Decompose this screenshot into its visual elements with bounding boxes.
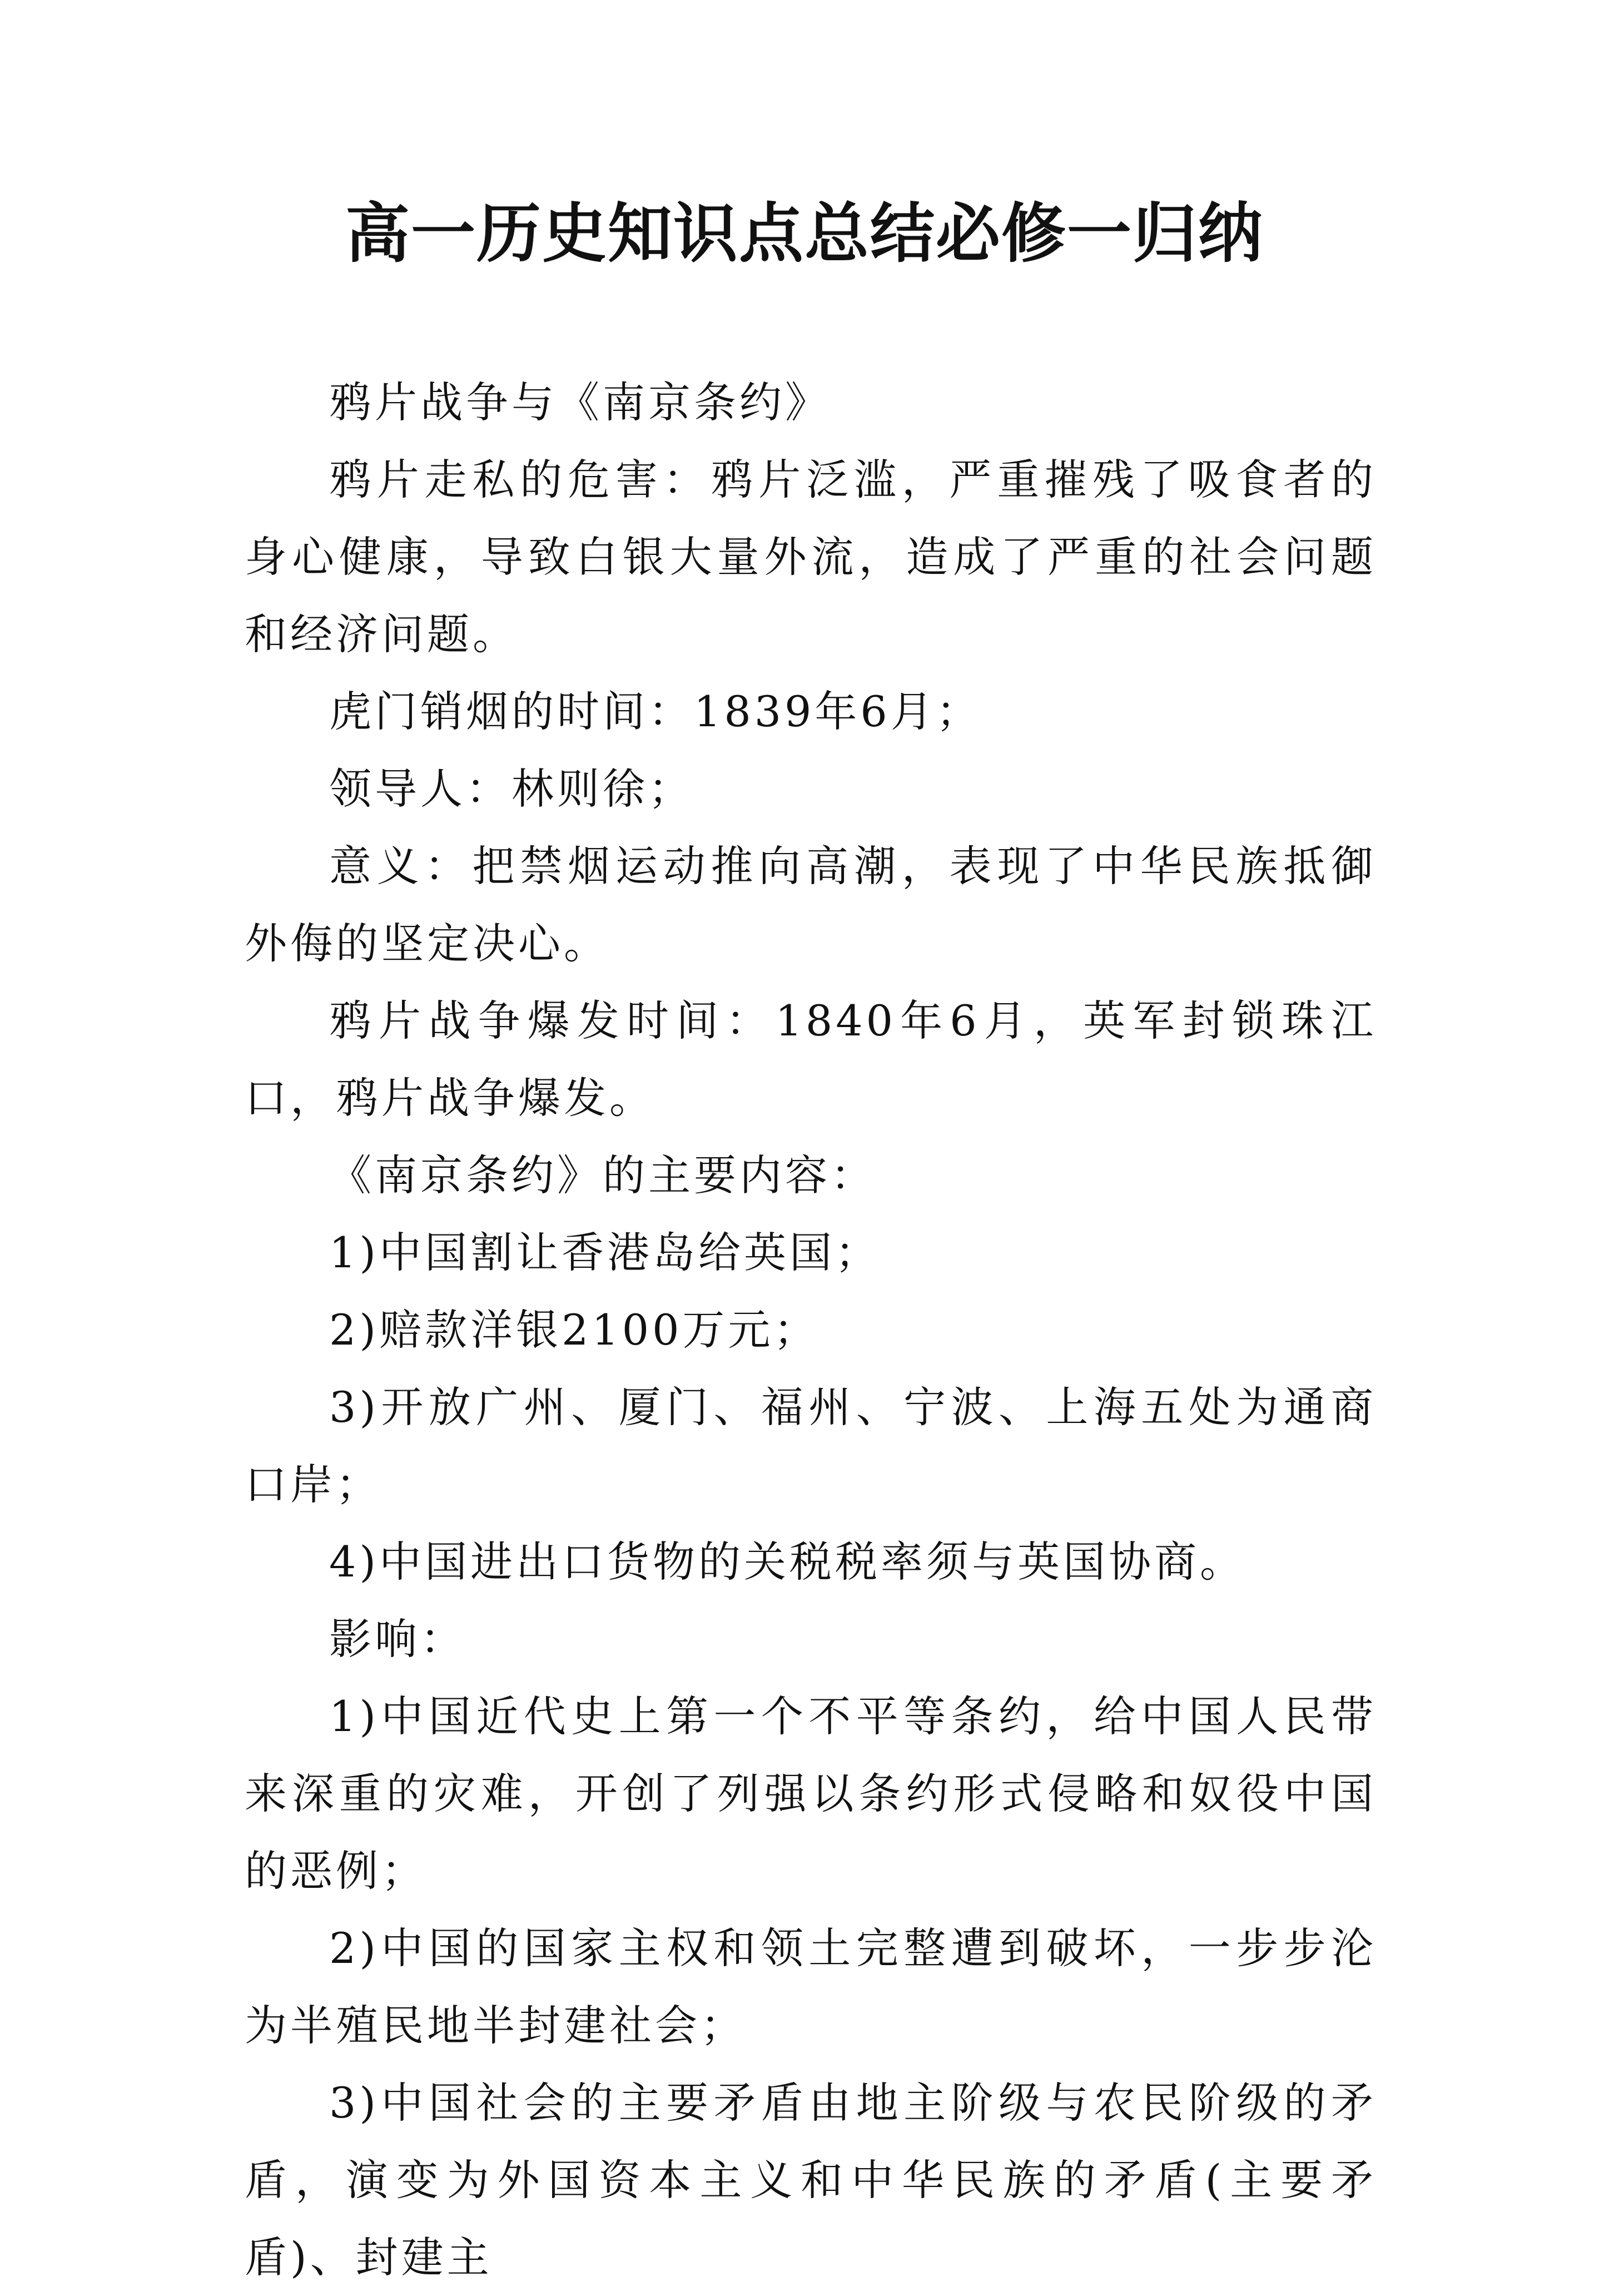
paragraph-humen-significance: 意义：把禁烟运动推向高潮，表现了中华民族抵御外侮的坚定决心。: [245, 841, 1377, 968]
paragraph-impact-heading: 影响：: [329, 1614, 466, 1664]
list-item-treaty-4: 4)中国进出口货物的关税税率须与英国协商。: [329, 1537, 1246, 1586]
list-item-impact-2: 2)中国的国家主权和领土完整遭到破坏，一步步沦为半殖民地半封建社会；: [245, 1923, 1377, 2050]
page-title: 高一历史知识点总结必修一归纳: [345, 196, 1264, 271]
list-item-impact-3: 3)中国社会的主要矛盾由地主阶级与农民阶级的矛盾，演变为外国资本主义和中华民族的矛盾(主要矛盾)、封建主: [245, 2078, 1377, 2282]
section-heading-opium-war: 鸦片战争与《南京条约》: [329, 378, 831, 427]
paragraph-opium-smuggling-harm: 鸦片走私的危害：鸦片泛滥，严重摧残了吸食者的身心健康，导致白银大量外流，造成了严重的社会问题和经济问题。: [245, 455, 1377, 659]
list-item-treaty-2: 2)赔款洋银2100万元；: [329, 1305, 820, 1355]
paragraph-humen-leader: 领导人：林则徐；: [329, 764, 694, 814]
list-item-treaty-3: 3)开放广州、厦门、福州、宁波、上海五处为通商口岸；: [245, 1382, 1377, 1509]
paragraph-treaty-contents-heading: 《南京条约》的主要内容：: [329, 1151, 876, 1200]
list-item-treaty-1: 1)中国割让香港岛给英国；: [329, 1228, 881, 1277]
paragraph-humen-time: 虎门销烟的时间：1839年6月；: [329, 687, 982, 736]
paragraph-war-outbreak: 鸦片战争爆发时间：1840年6月，英军封锁珠江口，鸦片战争爆发。: [245, 996, 1377, 1123]
document-body: [245, 364, 1377, 2296]
list-item-impact-1: 1)中国近代史上第一个不平等条约，给中国人民带来深重的灾难，开创了列强以条约形式侵略和奴役中国的恶例；: [245, 1692, 1377, 1896]
